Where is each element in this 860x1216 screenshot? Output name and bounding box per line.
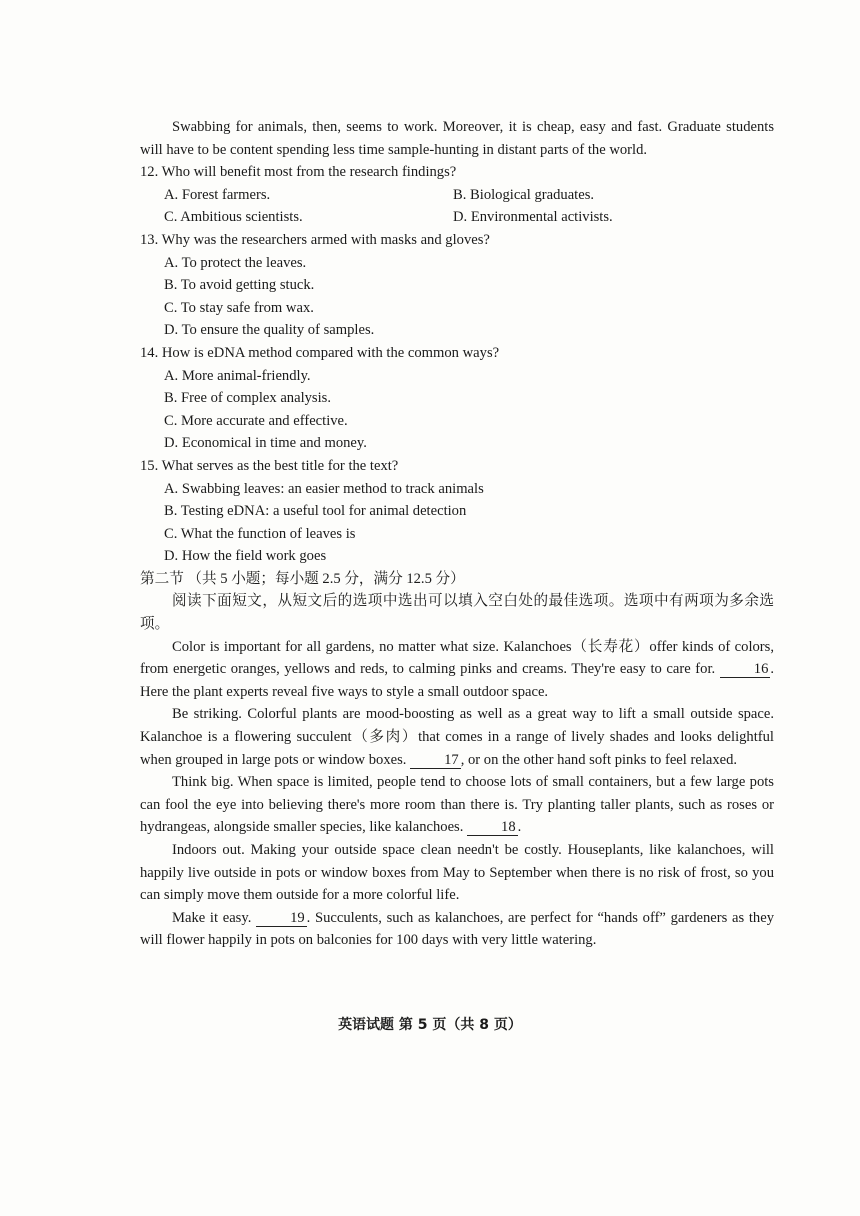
question-13 [140, 229, 774, 342]
section-header: 第二节 （共 5 小题；每小题 2.5 分，满分 12.5 分） [140, 570, 465, 587]
passage-ending: Swabbing for animals, then, seems to work. Moreover, it is cheap, easy and fast. Graduate students will have to be content spending less time sample-hunting in distant parts of the world. [140, 119, 774, 158]
blank-16: 16 [720, 661, 771, 678]
paragraph-text: . [517, 819, 522, 836]
question-stem: 13. Why was the researchers armed with masks and gloves? [140, 231, 490, 248]
question-stem: 12. Who will benefit most from the research findings? [140, 164, 457, 181]
option-b: B. Free of complex analysis. [164, 390, 331, 407]
blank-18: 18 [467, 819, 518, 836]
option-c: C. What the function of leaves is [164, 525, 356, 542]
passage2-paragraph-5 [140, 907, 774, 952]
question-stem: 14. How is eDNA method compared with the common ways? [140, 344, 500, 361]
option-d: D. Economical in time and money. [164, 435, 367, 452]
question-15 [140, 455, 774, 568]
option-a: A. Swabbing leaves: an easier method to track animals [164, 480, 484, 497]
passage2-paragraph-3 [140, 771, 774, 839]
option-a: A. Forest farmers. [164, 186, 271, 203]
option-d: D. How the field work goes [164, 548, 327, 565]
paragraph-text: Color is important for all gardens, no matter what size. Kalanchoes（长寿花）offer kinds of colors, from energetic oranges, yellows and reds, to calming pinks and creams. They're easy to care for. [140, 638, 774, 678]
question-14 [140, 342, 774, 455]
blank-17: 17 [410, 752, 461, 769]
option-c: C. Ambitious scientists. [164, 209, 303, 226]
option-a: A. More animal-friendly. [164, 367, 311, 384]
paragraph-text: Think big. When space is limited, people tend to choose lots of small containers, but a few large pots can fool the eye into believing there's more room than there is. Try planting taller plants, such as roses or hydrangeas, alongside smaller species, like kalanchoes. [140, 774, 774, 836]
option-c: C. More accurate and effective. [164, 412, 348, 429]
option-d: D. Environmental activists. [453, 209, 613, 226]
passage2-paragraph-4: Indoors out. Making your outside space clean needn't be costly. Houseplants, like kalanchoes, will happily live outside in pots or window boxes from May to September when there is no risk of frost, so you can simply move them outside for a more colorful life. [140, 842, 774, 904]
option-d: D. To ensure the quality of samples. [164, 322, 375, 339]
paragraph-text: . Succulents, such as kalanchoes, are perfect for “hands off” gardeners as they will flower happily in pots on balconies for 100 days with very little watering. [140, 909, 774, 949]
question-12 [140, 161, 774, 229]
passage2-paragraph-1 [140, 636, 774, 704]
blank-19: 19 [256, 910, 307, 927]
section-instruction: 阅读下面短文，从短文后的选项中选出可以填入空白处的最佳选项。选项中有两项为多余选项。 [140, 593, 774, 633]
page-footer: 英语试题 第 5 页（共 8 页） [338, 1017, 522, 1033]
paragraph-text: . Here the plant experts reveal five ways to style a small outdoor space. [140, 661, 775, 700]
paragraph-text: Make it easy. [172, 909, 252, 926]
question-stem: 15. What serves as the best title for the text? [140, 457, 399, 474]
option-a: A. To protect the leaves. [164, 254, 307, 271]
option-c: C. To stay safe from wax. [164, 299, 314, 316]
option-b: B. To avoid getting stuck. [164, 277, 315, 294]
passage2-paragraph-2 [140, 703, 774, 771]
option-b: B. Testing eDNA: a useful tool for animal detection [164, 503, 467, 520]
option-b: B. Biological graduates. [453, 186, 595, 203]
paragraph-text: Be striking. Colorful plants are mood-boosting as well as a great way to lift a small outside space. Kalanchoe is a flowering succulent（多肉）that comes in a range of lively shades and looks delightful when grouped in large pots or window boxes. [140, 706, 774, 768]
paragraph-text: , or on the other hand soft pinks to feel relaxed. [460, 751, 738, 768]
